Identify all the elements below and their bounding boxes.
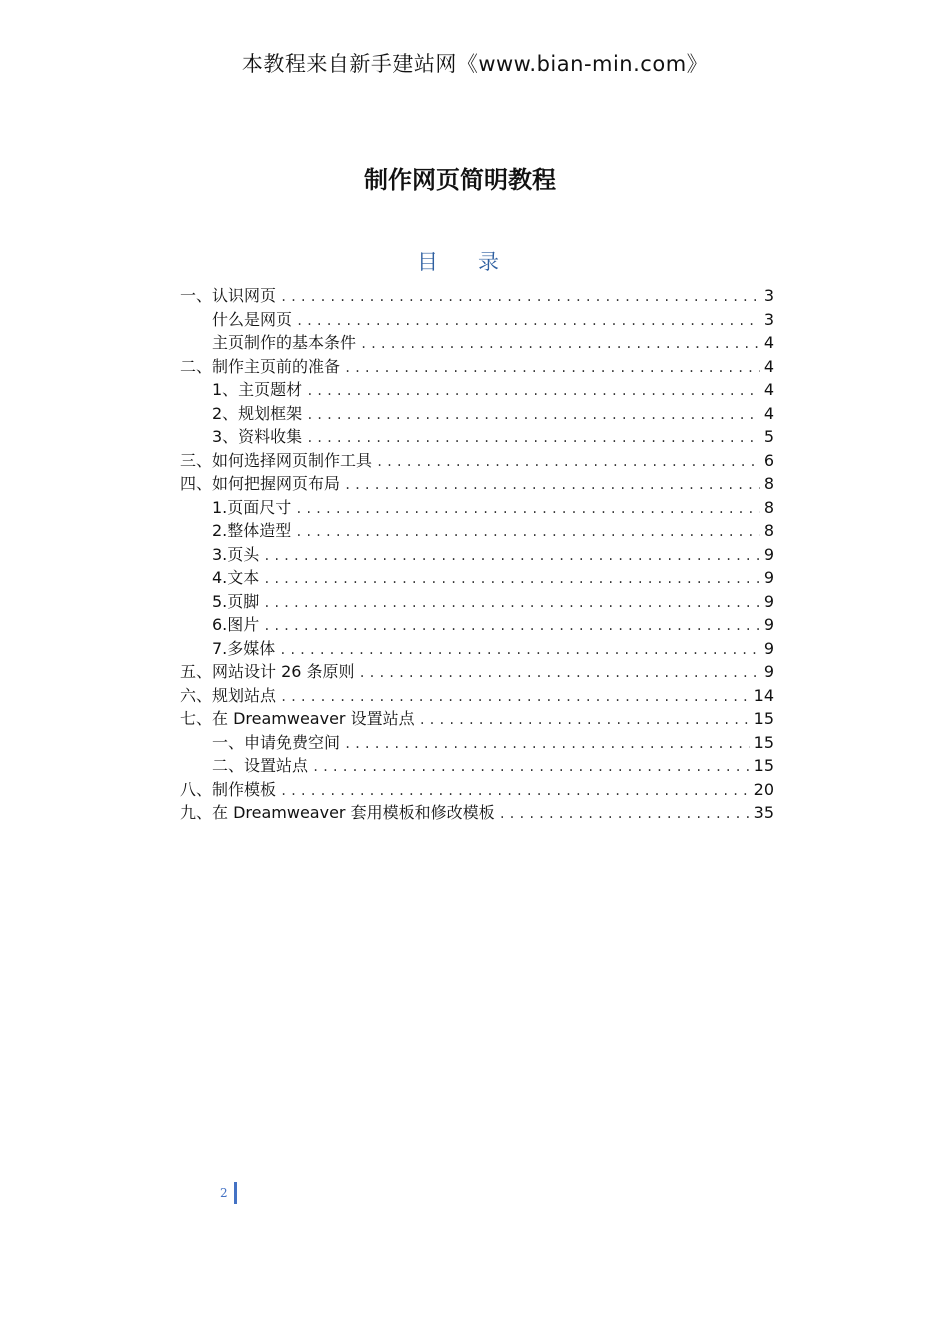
toc-dot-leader bbox=[344, 357, 760, 381]
toc-entry-label: 3、资料收集 bbox=[212, 427, 303, 446]
toc-entry[interactable] bbox=[180, 449, 774, 473]
toc-entry-label: 什么是网页 bbox=[212, 309, 293, 329]
toc-dot-leader bbox=[296, 310, 760, 334]
toc-entry-label: 7.多媒体 bbox=[212, 638, 276, 658]
document-title: 制作网页简明教程 bbox=[364, 166, 556, 194]
toc-dot-leader bbox=[306, 427, 760, 451]
page-header-text: 本教程来自新手建站网《www.bian-min.com》 bbox=[241, 52, 709, 76]
toc-entry-label: 五、网站设计 26 条原则 bbox=[180, 662, 355, 681]
toc-dot-leader bbox=[312, 756, 750, 780]
page-number: 2 bbox=[220, 1186, 228, 1200]
toc-dot-leader bbox=[295, 521, 760, 545]
table-of-contents bbox=[180, 284, 774, 825]
toc-dot-leader bbox=[280, 780, 750, 804]
toc-dot-leader bbox=[279, 639, 760, 663]
toc-entry-label: 七、在 Dreamweaver 设置站点 bbox=[180, 709, 415, 728]
toc-dot-leader bbox=[306, 380, 760, 404]
toc-entry[interactable] bbox=[180, 684, 774, 708]
toc-dot-leader bbox=[419, 709, 750, 733]
toc-entry-label: 一、认识网页 bbox=[180, 286, 277, 305]
toc-entry-label: 4.文本 bbox=[212, 568, 260, 587]
toc-entry[interactable] bbox=[180, 637, 774, 661]
toc-entry[interactable] bbox=[180, 519, 774, 543]
toc-entry-label: 2、规划框架 bbox=[212, 403, 303, 423]
toc-entry[interactable] bbox=[180, 801, 774, 825]
toc-entry-page: 15 bbox=[753, 732, 774, 752]
toc-entry-label: 3.页头 bbox=[212, 544, 260, 564]
toc-entry[interactable] bbox=[180, 543, 774, 567]
toc-entry-page: 4 bbox=[763, 356, 774, 376]
toc-entry-label: 一、申请免费空间 bbox=[212, 732, 341, 752]
toc-dot-leader bbox=[376, 451, 760, 475]
toc-entry-page: 15 bbox=[753, 709, 774, 728]
toc-entry[interactable] bbox=[180, 284, 774, 308]
toc-entry-page: 20 bbox=[753, 779, 774, 799]
toc-entry-label: 九、在 Dreamweaver 套用模板和修改模板 bbox=[180, 803, 495, 822]
page-footer bbox=[220, 1182, 237, 1204]
toc-dot-leader bbox=[263, 545, 760, 569]
toc-entry-page: 8 bbox=[763, 497, 774, 517]
toc-entry-label: 5.页脚 bbox=[212, 591, 260, 611]
toc-entry[interactable] bbox=[180, 778, 774, 802]
toc-entry[interactable] bbox=[180, 613, 774, 637]
toc-dot-leader bbox=[360, 333, 760, 357]
toc-entry-label: 2.整体造型 bbox=[212, 521, 292, 540]
toc-entry-label: 二、制作主页前的准备 bbox=[180, 356, 341, 376]
toc-entry-page: 9 bbox=[763, 568, 774, 587]
toc-entry[interactable] bbox=[180, 707, 774, 731]
toc-entry-label: 主页制作的基本条件 bbox=[212, 333, 357, 352]
toc-entry-page: 9 bbox=[763, 591, 774, 611]
toc-entry[interactable] bbox=[180, 496, 774, 520]
toc-dot-leader bbox=[499, 803, 750, 827]
toc-dot-leader bbox=[280, 286, 760, 310]
toc-entry-page: 8 bbox=[763, 521, 774, 540]
toc-entry-page: 9 bbox=[763, 662, 774, 681]
toc-entry-page: 9 bbox=[763, 615, 774, 634]
toc-entry-label: 四、如何把握网页布局 bbox=[180, 474, 341, 493]
toc-entry-page: 9 bbox=[763, 638, 774, 658]
toc-entry-page: 6 bbox=[763, 450, 774, 470]
toc-dot-leader bbox=[344, 733, 750, 757]
toc-entry[interactable] bbox=[180, 378, 774, 402]
toc-entry-label: 六、规划站点 bbox=[180, 685, 277, 705]
toc-entry-page: 4 bbox=[763, 333, 774, 352]
toc-entry[interactable] bbox=[180, 425, 774, 449]
toc-entry-page: 4 bbox=[763, 380, 774, 399]
toc-entry-label: 二、设置站点 bbox=[212, 756, 309, 775]
toc-entry-page: 3 bbox=[763, 309, 774, 329]
toc-entry-page: 35 bbox=[753, 803, 774, 822]
toc-entry-page: 15 bbox=[753, 756, 774, 775]
toc-entry[interactable] bbox=[180, 308, 774, 332]
toc-dot-leader bbox=[263, 615, 760, 639]
toc-entry[interactable] bbox=[180, 566, 774, 590]
toc-entry-label: 三、如何选择网页制作工具 bbox=[180, 450, 373, 470]
toc-entry[interactable] bbox=[180, 331, 774, 355]
toc-entry[interactable] bbox=[180, 754, 774, 778]
toc-entry-label: 6.图片 bbox=[212, 615, 260, 634]
toc-dot-leader bbox=[295, 498, 760, 522]
toc-entry-page: 4 bbox=[763, 403, 774, 423]
toc-dot-leader bbox=[344, 474, 760, 498]
toc-entry-page: 3 bbox=[763, 286, 774, 305]
toc-entry-page: 14 bbox=[753, 685, 774, 705]
toc-entry-label: 1.页面尺寸 bbox=[212, 497, 292, 517]
toc-dot-leader bbox=[263, 592, 760, 616]
toc-entry[interactable] bbox=[180, 660, 774, 684]
toc-dot-leader bbox=[306, 404, 760, 428]
toc-entry[interactable] bbox=[180, 402, 774, 426]
toc-entry[interactable] bbox=[180, 355, 774, 379]
toc-entry-page: 9 bbox=[763, 544, 774, 564]
toc-dot-leader bbox=[263, 568, 760, 592]
toc-entry-label: 八、制作模板 bbox=[180, 779, 277, 799]
toc-entry[interactable] bbox=[180, 731, 774, 755]
page-number-bar bbox=[234, 1182, 237, 1204]
toc-heading: 目录 bbox=[417, 250, 539, 274]
toc-entry[interactable] bbox=[180, 590, 774, 614]
toc-entry-page: 8 bbox=[763, 474, 774, 493]
toc-dot-leader bbox=[359, 662, 760, 686]
toc-entry-page: 5 bbox=[763, 427, 774, 446]
toc-entry[interactable] bbox=[180, 472, 774, 496]
toc-entry-label: 1、主页题材 bbox=[212, 380, 303, 399]
toc-dot-leader bbox=[280, 686, 750, 710]
